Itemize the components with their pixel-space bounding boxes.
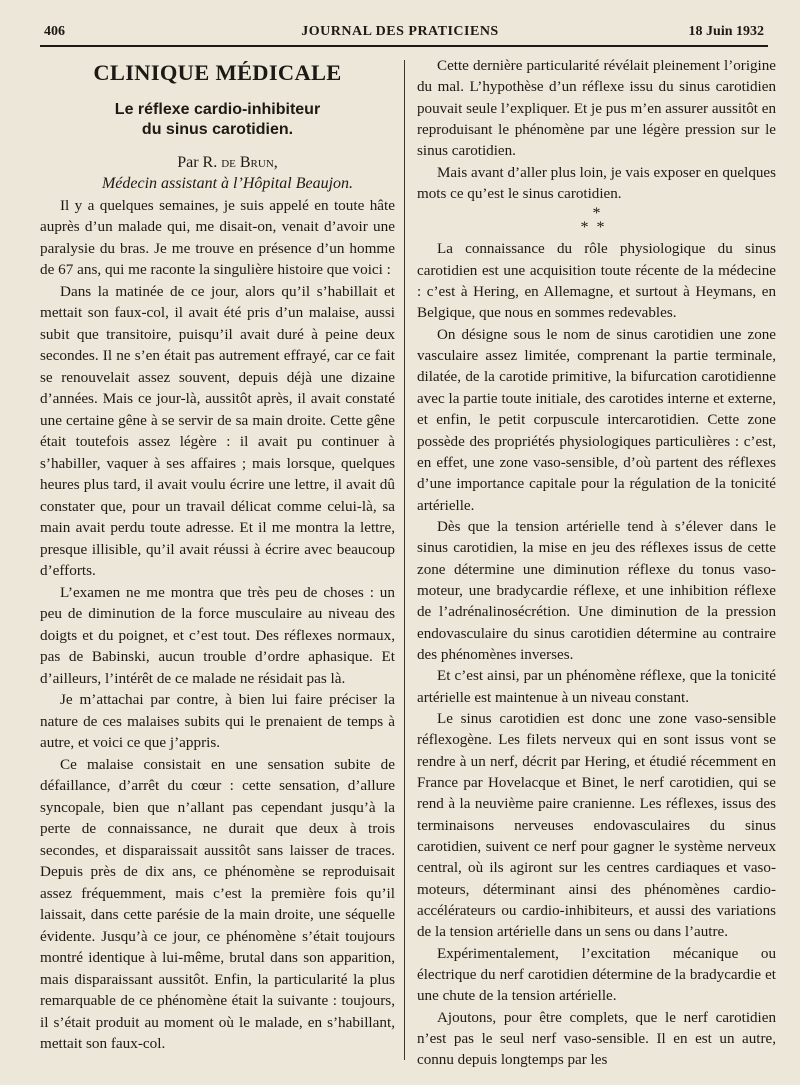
column-divider	[404, 60, 405, 1060]
title-line-1: Le réflexe cardio-inhibiteur	[114, 100, 321, 118]
paragraph: Ce malaise consistait en une sensation subite de défaillance, d’arrêt du cœur : cette sensation, d’allure syncopale, bien que n’allant pas cependant jusqu’à la perte de connaissance, ne durait que deux à trois secondes, et disparaissait aussitôt sans laisser de traces. Depuis près de dix ans, ce phénomène se reproduisait assez fréquemment, mais c’est la première fois qu’il laissait, dans cette parésie de la main droite, une séquelle évidente. Jusqu’à ce jour, ce phénomène s’était toujours montré identique à lui-même, brutal dans son apparition, mais disparaissant aussitôt. Enfin, la particularité la plus remarquable de ce phénomène était la suivante : toujours, il s’était produit au moment où le malade, en s’habillant, mettait son faux-col.	[40, 755, 395, 1052]
section-separator	[417, 207, 776, 235]
page-number: 406	[44, 24, 65, 39]
page-header	[0, 0, 800, 44]
paragraph: Dans la matinée de ce jour, alors qu’il s’habillait et mettait son faux-col, il avait été pris d’un malaise, aussi subit que transitoire, puisqu’il avait duré à peine deux secondes. Il ne s’en était pas autrement effrayé, car ce fait se renouvelait assez souvent, depuis déjà une dizaine d’années. Mais ce jour-là, aussitôt après, il avait constaté une certaine gêne à se servir de sa main droite. Cette gêne était toutefois assez légère : il avait pu continuer à s’habiller, vaquer à ses affaires ; mais lorsque, quelques heures plus tard, il avait voulu écrire une lettre, il avait dû constater que, pour un travail délicat comme celui-là, sa main avait perdu toute adresse. Et il me montra la lettre, presque illisible, qu’il avait réussi à écrire avec beaucoup d’efforts.	[40, 282, 395, 579]
title-line-2: du sinus carotidien.	[141, 120, 294, 138]
paragraph: Ajoutons, pour être complets, que le nerf carotidien n’est pas le seul nerf vaso-sensible. Il en est un autre, connu depuis longtemps par les	[417, 1009, 776, 1069]
right-column	[417, 56, 776, 1072]
paragraph: Expérimentalement, l’excitation mécanique ou électrique du nerf carotidien détermine de la bradycardie et une chute de la tension artérielle.	[417, 945, 776, 1005]
author-byline	[40, 152, 395, 174]
section-heading: CLINIQUE MÉDICALE	[93, 60, 342, 85]
paragraph: On désigne sous le nom de sinus carotidien une zone vasculaire assez limitée, comprenant la partie terminale, dilatée, de la carotide primitive, la bifurcation carotidienne avec la partie toute initiale, des carotides interne et externe, et enfin, le petit corpuscule intercarotidien. Cette zone possède des propriétés physiologiques particulières : c’est, en effet, une zone vaso-sensible, d’où partent des réflexes d’une importance capitale pour la régulation de la tonicité artérielle.	[417, 326, 776, 514]
paragraph: Mais avant d’aller plus loin, je vais exposer en quelques mots ce qu’est le sinus carotidien.	[417, 164, 776, 203]
journal-title: JOURNAL DES PRATICIENS	[301, 24, 499, 39]
article-title	[40, 100, 395, 140]
separator-star-bottom: **	[580, 219, 613, 237]
paragraph: L’examen ne me montra que très peu de choses : un peu de diminution de la force musculaire au niveau des doigts et du poignet, et c’est tout. Des réflexes normaux, pas de Babinski, aucun trouble d’ordre aphasique. Et d’ailleurs, l’intérêt de ce malade ne résidait pas là.	[40, 583, 395, 687]
paragraph: Le sinus carotidien est donc une zone vaso-sensible réflexogène. Les filets nerveux qui en sont issus vont se rendre à un nerf, décrit par Hering, et étudié récemment en France par Hovelacque et Binet, le nerf carotidien, qui se rend à la neuvième paire cranienne. Les réflexes, issus des terminaisons nerveuses endovasculaires du sinus carotidien, suivent ce nerf pour gagner le système nerveux central, où ils agiront sur les centres cardiaques et vaso-moteurs, déterminant ainsi des phénomènes cardio-accélérateurs ou cardio-inhibiteurs, et aussi des variations de la tension artérielle dans un sens ou dans l’autre.	[417, 710, 776, 941]
left-column	[40, 56, 395, 1055]
author-prefix: Par R.	[177, 153, 222, 171]
paragraph: Cette dernière particularité révélait pleinement l’origine du mal. L’hypothèse d’un réflexe issu du sinus carotidien pouvait seule l’expliquer. Et je pus m’en assurer aussitôt en reproduisant le phénomène par une légère pression sur le sinus carotidien.	[417, 58, 776, 160]
paragraph: Il y a quelques semaines, je suis appelé en toute hâte auprès d’un malade qui, me disait-on, venait d’avoir une paralysie du bras. Je me trouve en présence d’un homme de 67 ans, qui me raconte la singulière histoire que voici :	[40, 196, 395, 278]
header-rule	[40, 45, 768, 47]
paragraph: Je m’attachai par contre, à bien lui faire préciser la nature de ces malaises subits qui le prenaient de temps à autre, et voici ce que j’appris.	[40, 691, 395, 751]
separator-star-top: *	[592, 205, 601, 223]
issue-date: 18 Juin 1932	[688, 24, 764, 39]
paragraph: Dès que la tension artérielle tend à s’élever dans le sinus carotidien, la mise en jeu des réflexes issus de cette zone détermine une diminution réflexe du tonus vaso-moteur, une bradycardie réflexe, et une inhibition réflexe de l’adrénalinosécrétion. Une diminution de la pression endovasculaire du sinus carotidien détermine au contraire des phénomènes inverses.	[417, 518, 776, 663]
author-name: de Brun,	[221, 153, 278, 171]
paragraph: Et c’est ainsi, par un phénomène réflexe, que la tonicité artérielle est maintenue à un niveau constant.	[417, 668, 776, 706]
paragraph: La connaissance du rôle physiologique du sinus carotidien est une acquisition toute récente de la médecine : c’est à Hering, en Allemagne, et surtout à Heymans, en Belgique, que nous en sommes redevables.	[417, 241, 776, 322]
author-affiliation: Médecin assistant à l’Hôpital Beaujon.	[101, 175, 354, 192]
